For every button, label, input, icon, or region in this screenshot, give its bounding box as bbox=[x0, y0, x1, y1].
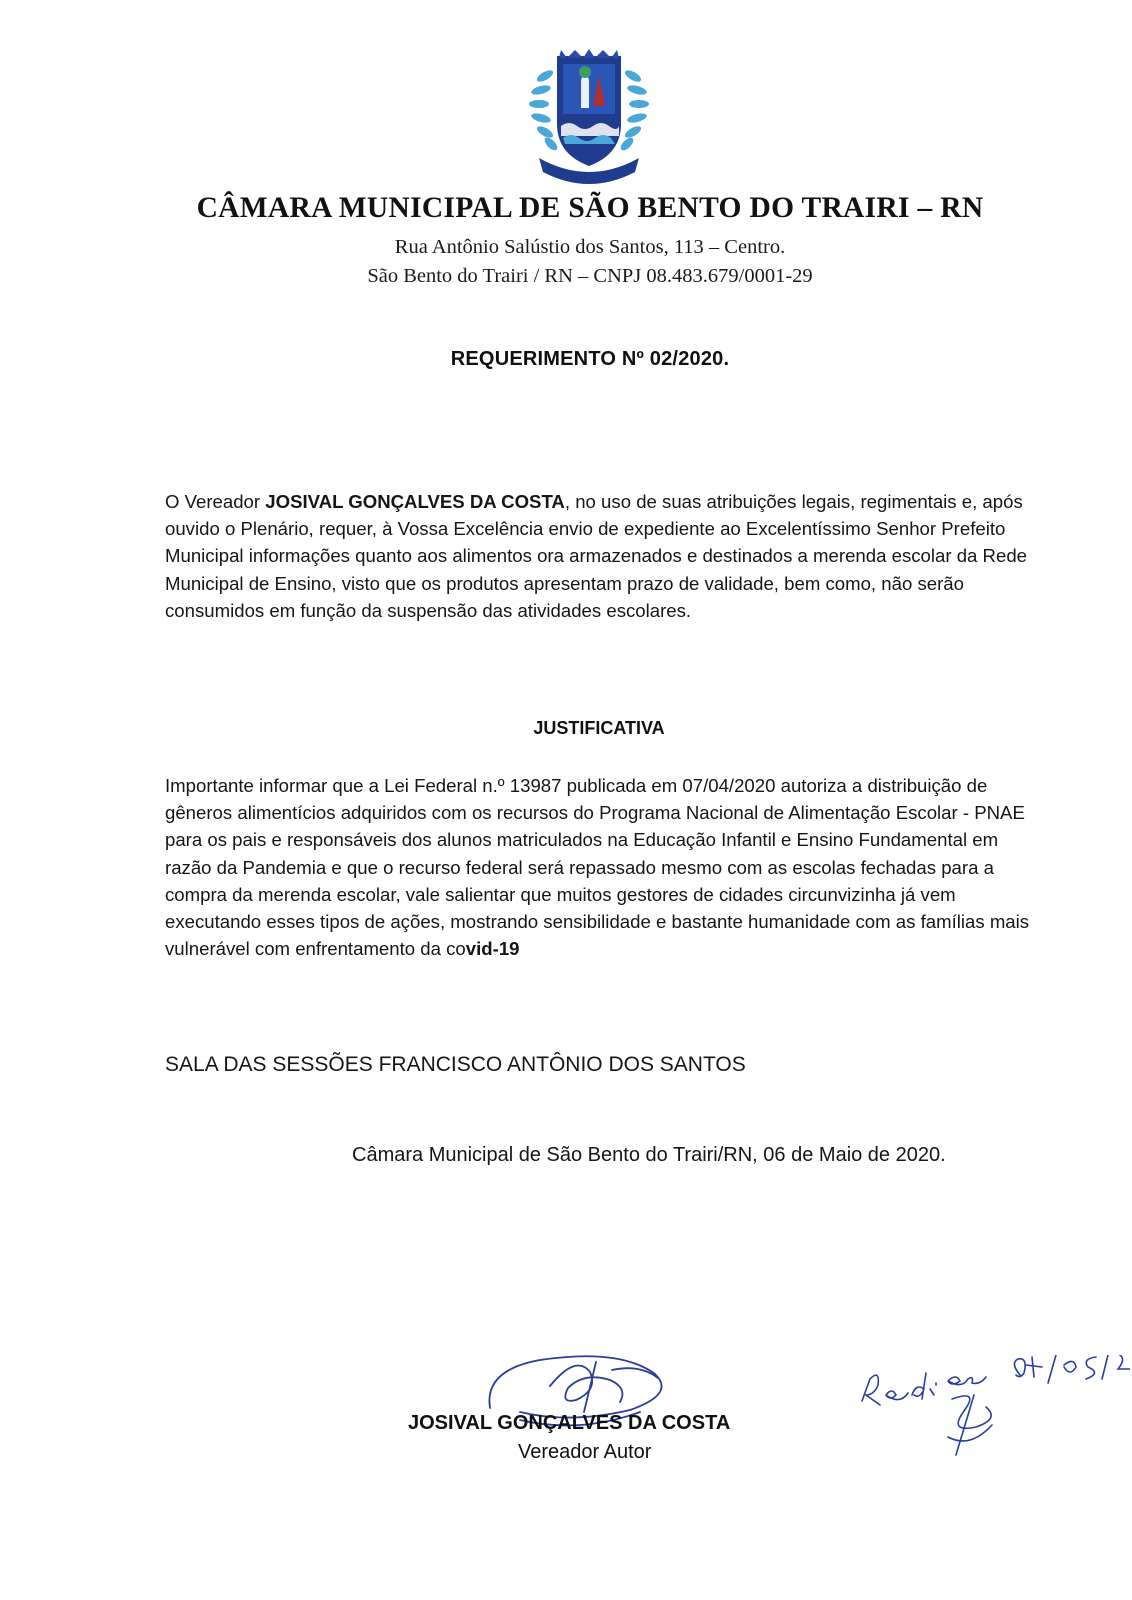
request-intro: O Vereador bbox=[165, 491, 266, 512]
signer-role: Vereador Autor bbox=[518, 1441, 652, 1463]
handwritten-receipt-note bbox=[860, 1355, 1130, 1485]
request-body: , no uso de suas atribuições legais, regimentais e, após ouvido o Plenário, requer, à Vossa Excelência envio de expediente ao Excelentíssimo Senhor Prefeito Municipal informações quanto aos alimentos ora armazenados e destinados a merenda escolar da Rede Municipal de Ensino, visto que os produtos apresentam prazo de validade, bem como, não serão consumidos em função da suspensão das atividades escolares. bbox=[165, 491, 1028, 621]
signer-name: JOSIVAL GONÇALVES DA COSTA bbox=[408, 1412, 731, 1434]
document-title: REQUERIMENTO Nº 02/2020. bbox=[450, 348, 730, 370]
session-room: SALA DAS SESSÕES FRANCISCO ANTÔNIO DOS SANTOS bbox=[165, 1053, 746, 1076]
municipal-crest-icon bbox=[509, 46, 669, 196]
justification-text: Importante informar que a Lei Federal n.º 13987 publicada em 07/04/2020 autoriza a distribuição de gêneros alimentícios adquiridos com os recursos do Programa Nacional de Alimentação Escolar - PNAE para os pais e responsáveis dos alunos matriculados na Educação Infantil e Ensino Fundamental em razão da Pandemia e que o recurso federal será repassado mesmo com as escolas fechadas para a compra da merenda escolar, vale salientar que muitos gestores de cidades circunvizinha já vem executando esses tipos de ações, mostrando sensibilidade e bastante humanidade com as famílias mais vulnerável com enfrentamento da co bbox=[165, 775, 1030, 960]
justification-emphasis: vid-19 bbox=[465, 938, 520, 960]
crest-ribbon-text bbox=[0, 0, 1, 1]
city-cnpj-line: São Bento do Trairi / RN – CNPJ 08.483.679/0001-29 bbox=[367, 265, 813, 287]
place-date: Câmara Municipal de São Bento do Trairi/RN, 06 de Maio de 2020. bbox=[352, 1144, 946, 1166]
institution-name: CÂMARA MUNICIPAL DE SÃO BENTO DO TRAIRI – RN bbox=[196, 192, 984, 224]
justification-heading: JUSTIFICATIVA bbox=[533, 718, 665, 738]
address-line: Rua Antônio Salústio dos Santos, 113 – Centro. bbox=[394, 236, 786, 258]
justification-paragraph bbox=[165, 772, 1045, 962]
receipt-note-text bbox=[0, 0, 1, 1]
councilor-name: JOSIVAL GONÇALVES DA COSTA bbox=[265, 491, 565, 512]
request-paragraph bbox=[165, 488, 1045, 624]
